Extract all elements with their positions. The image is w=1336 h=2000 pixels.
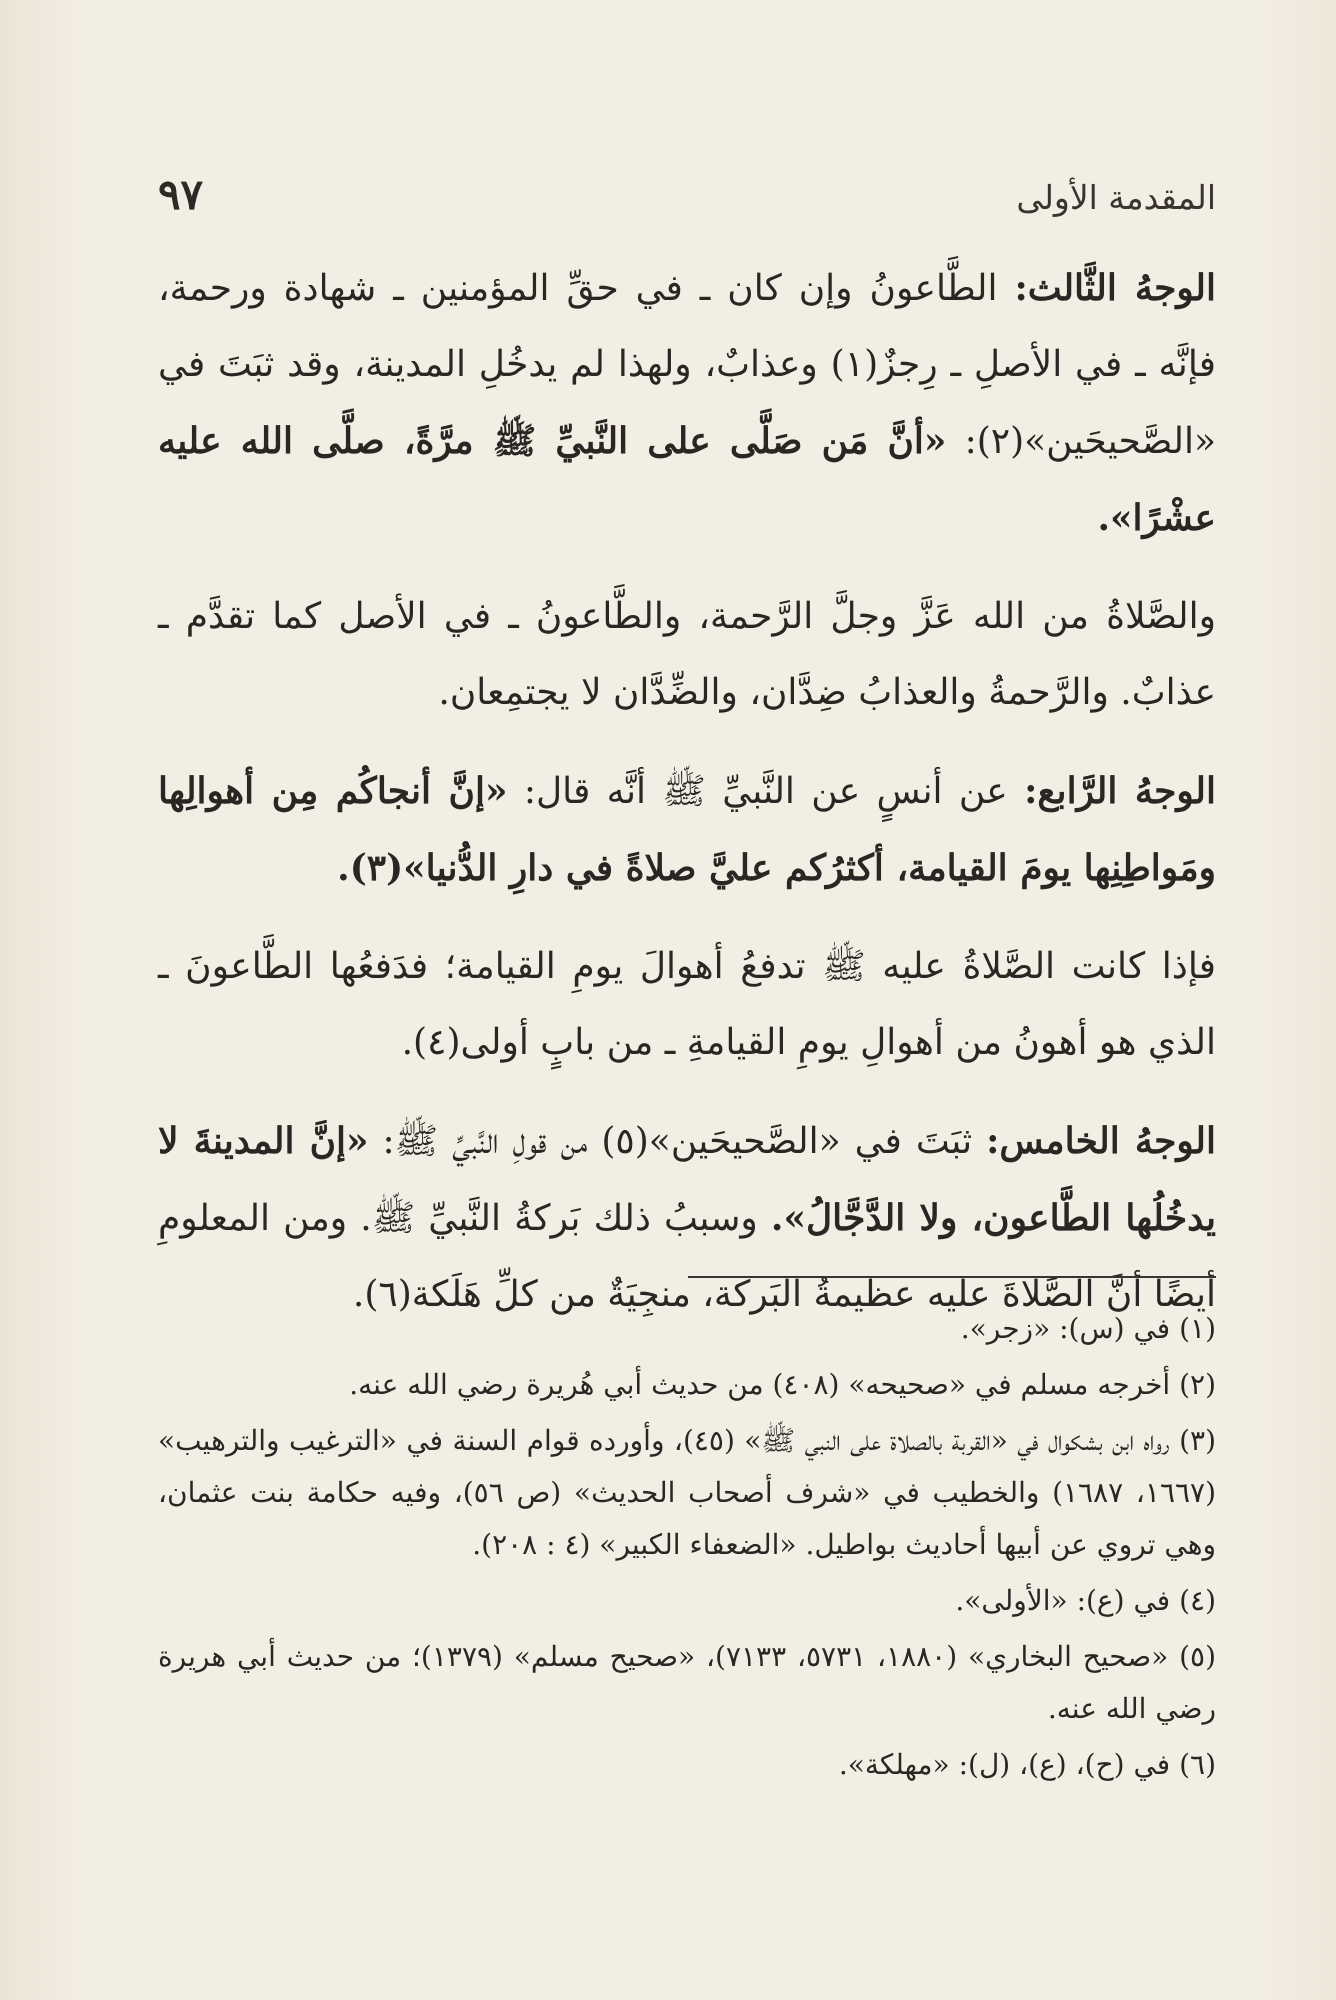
- footnote-divider: [688, 1276, 1216, 1278]
- paragraph-third-aspect: [158, 250, 1216, 557]
- main-text: [158, 250, 1216, 1355]
- paragraph-fifth-aspect: [158, 1103, 1216, 1333]
- hadith-quote: «إنَّ المدينةَ لا يدخُلُها الطَّاعون، ولا الدَّجَّالُ».: [158, 1120, 1216, 1239]
- paragraph-text: وسببُ ذلك بَركةُ النَّبيِّ ﷺ. ومن المعلومِ أيضًا أنَّ الصَّلاةَ عليه عظيمةُ البَركة، منجِيَةٌ من كلِّ هَلَكة(٦).: [158, 1198, 1216, 1315]
- hadith-quote: «أنَّ مَن صَلَّى على النَّبيِّ ﷺ مرَّةً، صلَّى الله عليه عشْرًا».: [158, 420, 1216, 539]
- page-number: ٩٧: [158, 170, 204, 219]
- section-heading-third: الوجهُ الثَّالث:: [1014, 267, 1216, 309]
- paragraph-text: عن أنسٍ عن النَّبيِّ ﷺ أنَّه قال:: [523, 771, 1008, 812]
- footnotes: [158, 1303, 1216, 1795]
- paragraph-mercy-punishment: [158, 579, 1216, 731]
- section-heading-fourth: الوجهُ الرَّابع:: [1024, 770, 1216, 812]
- paragraph-text: الطَّاعونُ وإن كان ـ في حقِّ المؤمنين ـ شهادة ورحمة، فإنَّه ـ في الأصلِ ـ رِجزٌ(١) وعذابٌ، ولهذا لم يدخُلِ المدينة، وقد ثبَتَ في «الصَّحيحَين»(٢):: [158, 268, 1217, 462]
- footnote-1: (١) في (س): «زجر».: [960, 1312, 1216, 1345]
- running-title: المقدمة الأولى: [1016, 178, 1216, 217]
- paragraph-text: والصَّلاةُ من الله عَزَّ وجلَّ الرَّحمة، والطَّاعونُ ـ في الأصل كما تقدَّم ـ عذابٌ. والرَّحمةُ والعذابُ ضِدَّان، والضِّدَّان لا يجتمِعان.: [158, 596, 1216, 713]
- hadith-quote: «إنَّ أنجاكُم مِن أهوالِها ومَواطِنِها يومَ القيامة، أكثرُكم عليَّ صلاةً في دارِ الدُّنيا»(٣).: [158, 770, 1216, 889]
- paragraph-text: ثبَتَ في «الصَّحيحَين»(٥) من قولِ النَّبيِّ ﷺ:: [382, 1121, 973, 1162]
- page-header: [158, 170, 1216, 240]
- paragraph-fourth-aspect: [158, 753, 1216, 907]
- footnote-5: (٥) «صحيح البخاري» (١٨٨٠، ٥٧٣١، ٧١٣٣)، «صحيح مسلم» (١٣٧٩)؛ من حديث أبي هريرة رضي الله عنه.: [158, 1640, 1217, 1725]
- paragraph-text: فإذا كانت الصَّلاةُ عليه ﷺ تدفعُ أهوالَ يومِ القيامة؛ فدَفعُها الطَّاعونَ ـ الذي هو أهونُ من أهوالِ يومِ القيامةِ ـ من بابٍ أولى(٤).: [158, 946, 1216, 1063]
- footnote-4: (٤) في (ع): «الأولى».: [955, 1584, 1216, 1617]
- paragraph-conclusion: [158, 929, 1216, 1081]
- footnote-2: (٢) أخرجه مسلم في «صحيحه» (٤٠٨) من حديث أبي هُريرة رضي الله عنه.: [349, 1368, 1216, 1401]
- section-heading-fifth: الوجهُ الخامس:: [986, 1120, 1216, 1162]
- footnote-3: (٣) رواه ابن بشكوال في «القربة بالصلاة على النبي ﷺ» (٤٥)، وأورده قوام السنة في «الترغيب والترهيب» (١٦٦٧، ١٦٨٧) والخطيب في «شرف أصحاب الحديث» (ص ٥٦)، وفيه حكامة بنت عثمان، وهي تروي عن أبيها أحاديث بواطيل. «الضعفاء الكبير» (٤ : ٢٠٨).: [158, 1424, 1217, 1561]
- footnote-6: (٦) في (ح)، (ع)، (ل): «مهلكة».: [838, 1748, 1216, 1781]
